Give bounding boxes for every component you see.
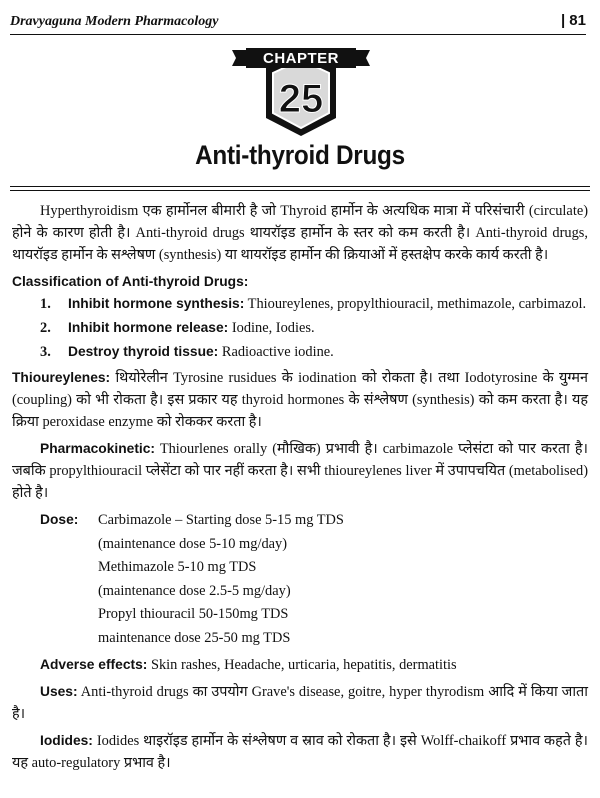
- classification-heading: Classification of Anti-thyroid Drugs:: [12, 274, 249, 289]
- chapter-number: 25: [278, 77, 324, 121]
- dose-line: (maintenance dose 2.5-5 mg/day): [98, 582, 291, 599]
- dose-line: Propyl thiouracil 50-150mg TDS: [98, 606, 289, 622]
- intro-paragraph: Hyperthyroidism एक हार्मोनल बीमारी है जो Thyroid हार्मोन के अत्यधिक मात्रा में परिसंचारी (circulate) होने के कारण होती है। Anti-thyroid drugs थायरॉइड हार्मोन के स्तर को कम करती है। Anti-thyroid drugs, थायरॉइड हार्मोन के सश्लेषण (synthesis) या थायरॉइड हार्मोन की क्रियाओं में हस्तक्षेप करके कार्य करती है।: [12, 203, 588, 263]
- iodides-paragraph: Iodides: Iodides थाइरॉइड हार्मोन के संश्लेषण व स्राव को रोकता है। इसे Wolff-chaikoff प्रभाव कहते है। यह auto-regulatory प्रभाव है।: [12, 733, 588, 771]
- adverse-effects-paragraph: Adverse effects: Skin rashes, Headache, urticaria, hepatitis, dermatitis: [40, 657, 457, 673]
- dose-line: Methimazole 5-10 mg TDS: [98, 559, 257, 575]
- uses-paragraph: Uses: Anti-thyroid drugs का उपयोग Grave's disease, goitre, hyper thyrodism आदि में किया जाता है।: [12, 684, 588, 722]
- dose-line: (maintenance dose 5-10 mg/day): [98, 535, 288, 552]
- list-item: 2. Inhibit hormone release: Iodine, Iodies.: [40, 320, 315, 336]
- thioureylenes-paragraph: Thioureylenes: थियोरेलीन Tyrosine rusidues के iodination को रोकता है। तथा Iodotyrosine के युग्मन (coupling) को भी रोकता है। इस प्रकार यह thyroid hormones के संश्लेषण (synthesis) को कम करता है। यह क्रिया peroxidase enzyme को रोककर करता है।: [12, 370, 588, 430]
- dose-line: maintenance dose 25-50 mg TDS: [98, 629, 291, 646]
- dose-lines: [98, 509, 344, 650]
- running-header: [10, 14, 586, 36]
- dose-label: Dose:: [40, 512, 79, 527]
- title-rule-bottom: [10, 190, 590, 191]
- chapter-title: Anti-thyroid Drugs: [195, 140, 405, 170]
- book-title: Dravyaguna Modern Pharmacology: [10, 14, 219, 29]
- chapter-body: [12, 200, 588, 779]
- dose-line: Carbimazole – Starting dose 5-15 mg TDS: [98, 512, 344, 528]
- chapter-badge: [232, 46, 370, 138]
- pharmacokinetic-paragraph: Pharmacokinetic: Thiourlenes orally (मौखिक) प्रभावी है। carbimazole प्लेसंटा को पार करता है। जबकि propylthiouracil प्लेसेंटा को पार नहीं करता है। सभी thioureylenes liver में उपापचयित (metabolised) होते है।: [12, 441, 588, 501]
- page-number: | 81: [560, 12, 586, 29]
- title-rule-top: [10, 186, 590, 187]
- dose-block: [40, 509, 588, 650]
- list-item: 3. Destroy thyroid tissue: Radioactive iodine.: [40, 344, 334, 360]
- classification-list: [12, 293, 588, 363]
- list-item: 1. Inhibit hormone synthesis: Thioureylenes, propylthiouracil, methimazole, carbimazol.: [40, 296, 587, 312]
- chapter-word: CHAPTER: [262, 50, 340, 67]
- header-rule: [10, 34, 586, 35]
